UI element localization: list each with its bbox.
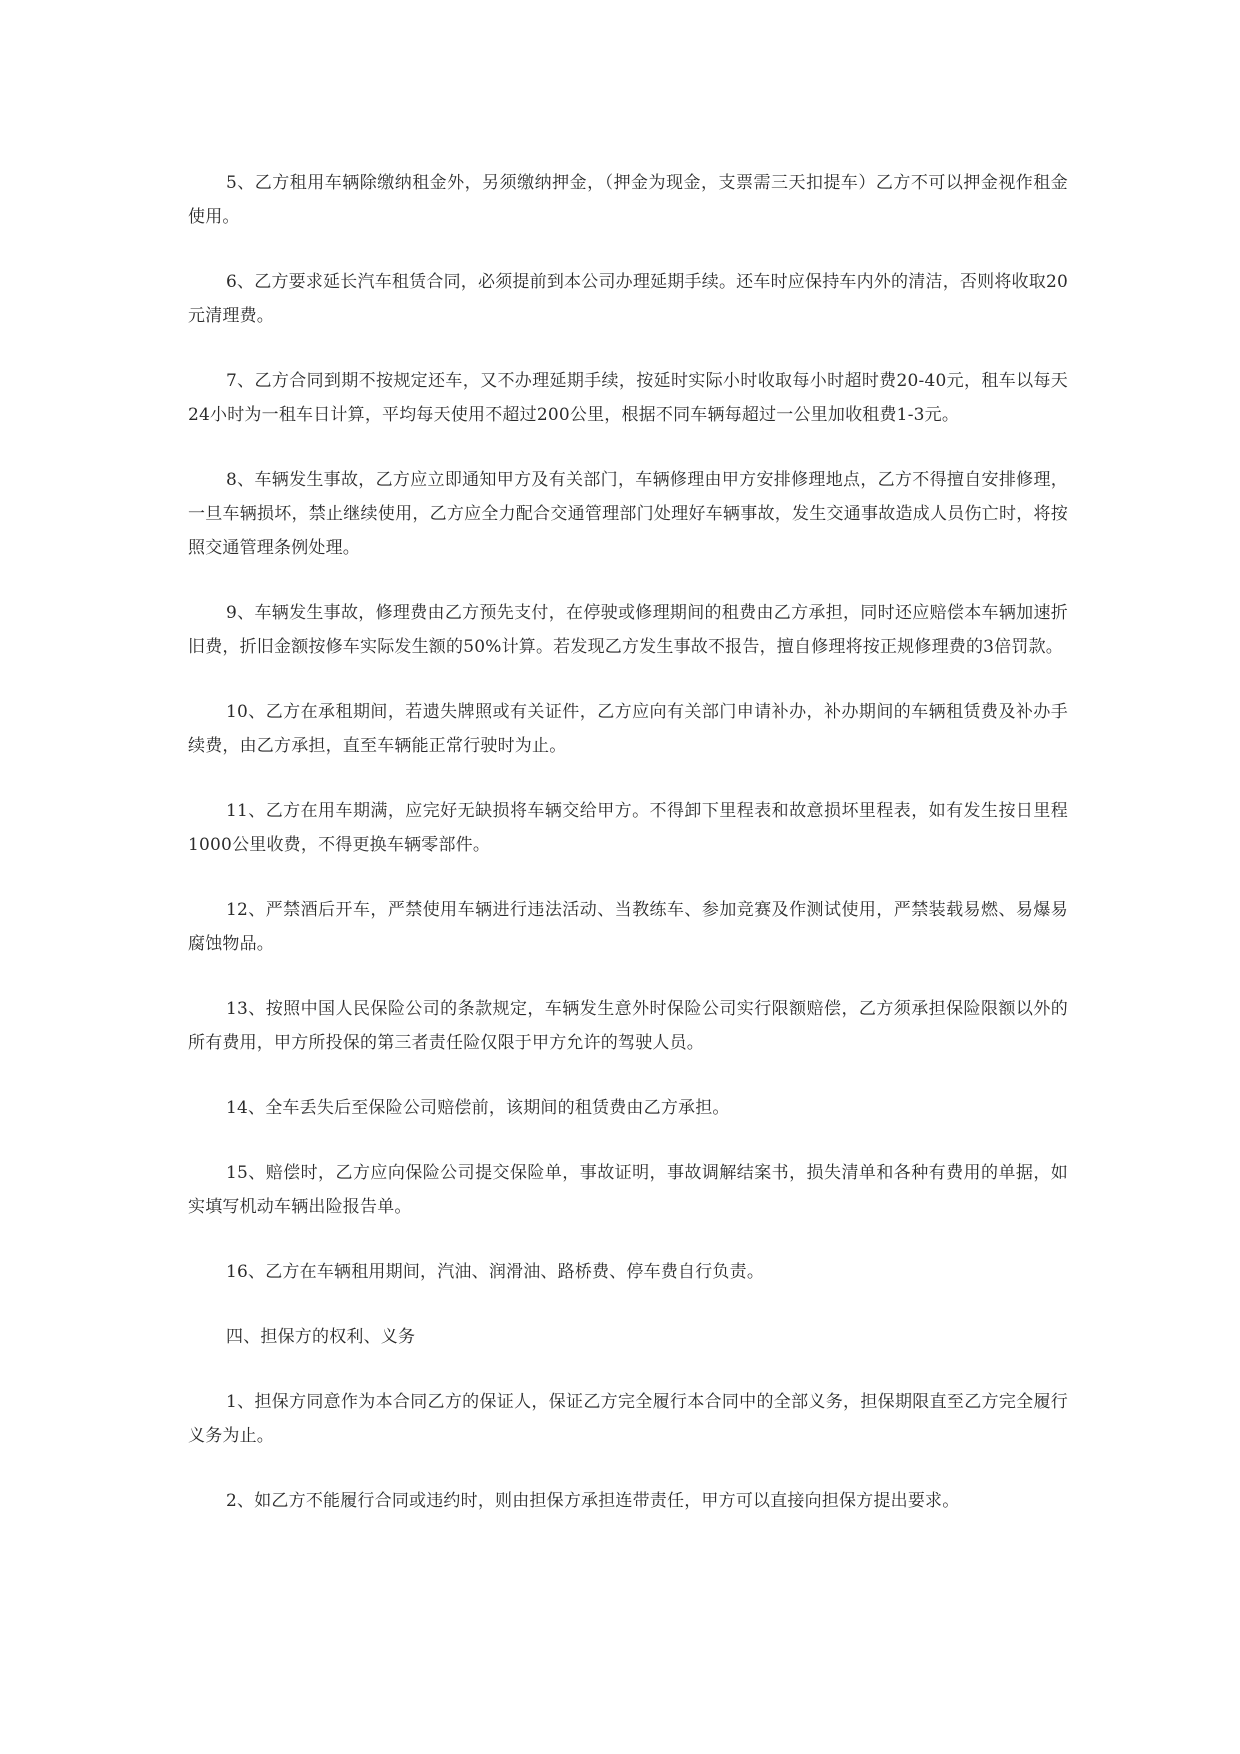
clause-12: 12、严禁酒后开车，严禁使用车辆进行违法活动、当教练车、参加竞赛及作测试使用，严禁装载易燃、易爆易腐蚀物品。 (188, 900, 1068, 954)
clause-13: 13、按照中国人民保险公司的条款规定，车辆发生意外时保险公司实行限额赔偿，乙方须承担保险限额以外的所有费用，甲方所投保的第三者责任险仅限于甲方允许的驾驶人员。 (188, 999, 1068, 1053)
clause-14: 14、全车丢失后至保险公司赔偿前，该期间的租赁费由乙方承担。 (226, 1098, 730, 1118)
clause-8: 8、车辆发生事故，乙方应立即通知甲方及有关部门，车辆修理由甲方安排修理地点，乙方不得擅自安排修理，一旦车辆损坏，禁止继续使用，乙方应全力配合交通管理部门处理好车辆事故，发生交通事故造成人员伤亡时，将按照交通管理条例处理。 (188, 470, 1068, 558)
clause-7: 7、乙方合同到期不按规定还车，又不办理延期手续，按延时实际小时收取每小时超时费20-40元，租车以每天24小时为一租车日计算，平均每天使用不超过200公里，根据不同车辆每超过一公里加收租费1-3元。 (188, 371, 1068, 425)
document-page (188, 166, 1068, 1549)
clause-16: 16、乙方在车辆租用期间，汽油、润滑油、路桥费、停车费自行负责。 (226, 1262, 765, 1282)
section-heading-guarantor: 四、担保方的权利、义务 (226, 1327, 416, 1347)
clause-15: 15、赔偿时，乙方应向保险公司提交保险单，事故证明，事故调解结案书，损失清单和各种有费用的单据，如实填写机动车辆出险报告单。 (188, 1163, 1068, 1217)
clause-5: 5、乙方租用车辆除缴纳租金外，另须缴纳押金，（押金为现金，支票需三天扣提车）乙方不可以押金视作租金使用。 (188, 173, 1068, 227)
guarantor-clause-1: 1、担保方同意作为本合同乙方的保证人，保证乙方完全履行本合同中的全部义务，担保期限直至乙方完全履行义务为止。 (188, 1392, 1068, 1446)
clause-9: 9、车辆发生事故，修理费由乙方预先支付，在停驶或修理期间的租费由乙方承担，同时还应赔偿本车辆加速折旧费，折旧金额按修车实际发生额的50%计算。若发现乙方发生事故不报告，擅自修理将按正规修理费的3倍罚款。 (188, 603, 1068, 657)
clause-6: 6、乙方要求延长汽车租赁合同，必须提前到本公司办理延期手续。还车时应保持车内外的清洁，否则将收取20元清理费。 (188, 272, 1068, 326)
clause-10: 10、乙方在承租期间，若遗失牌照或有关证件，乙方应向有关部门申请补办，补办期间的车辆租赁费及补办手续费，由乙方承担，直至车辆能正常行驶时为止。 (188, 702, 1068, 756)
guarantor-clause-2: 2、如乙方不能履行合同或违约时，则由担保方承担连带责任，甲方可以直接向担保方提出要求。 (226, 1491, 960, 1511)
clause-11: 11、乙方在用车期满，应完好无缺损将车辆交给甲方。不得卸下里程表和故意损坏里程表，如有发生按日里程1000公里收费，不得更换车辆零部件。 (188, 801, 1068, 855)
